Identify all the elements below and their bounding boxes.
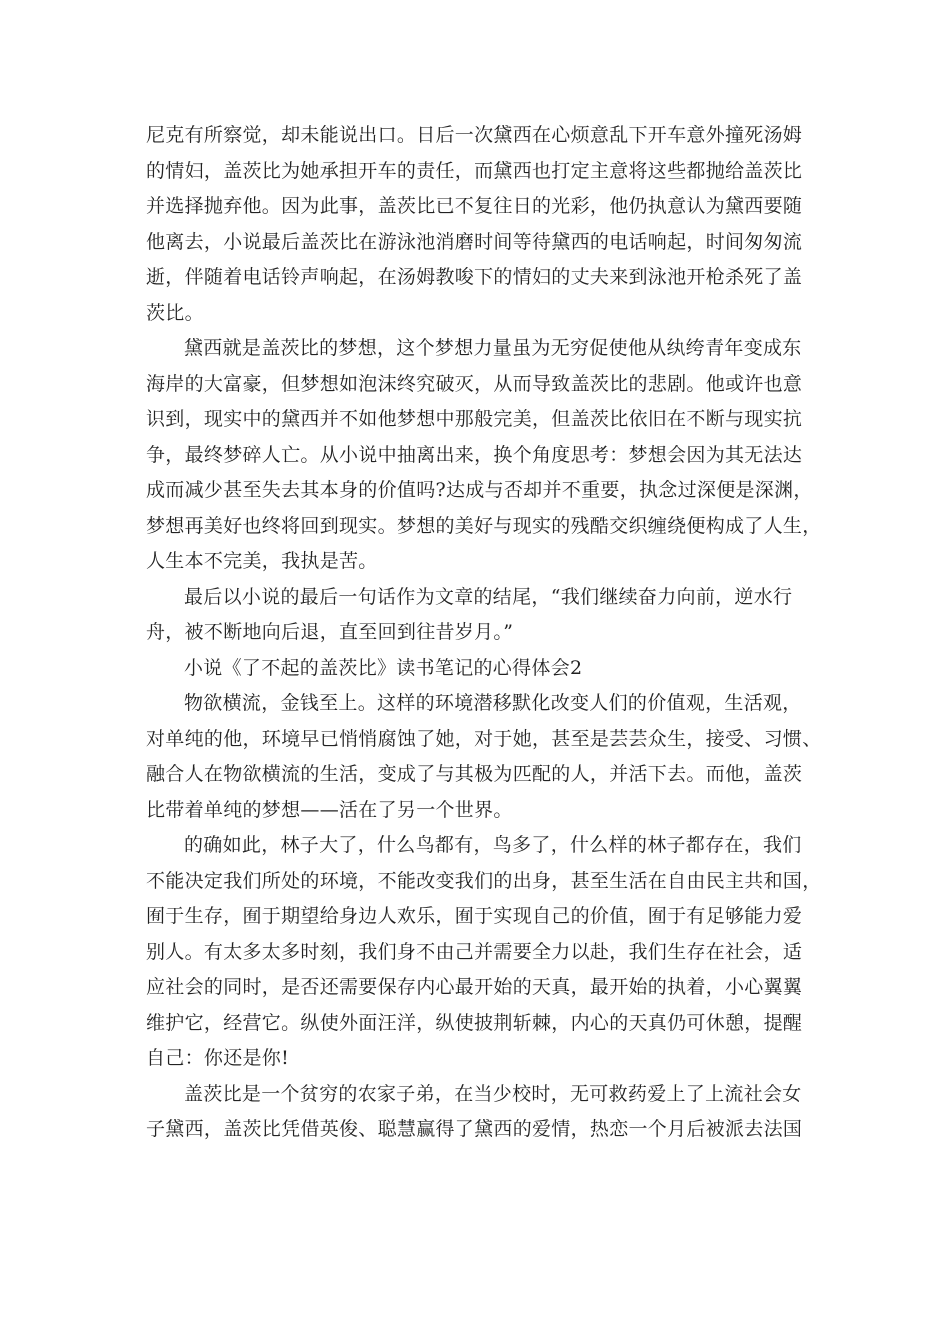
- paragraph-first-line: 盖茨比是一个贫穷的农家子弟，在当少校时，无可救药爱上了上流社会女: [184, 1082, 802, 1105]
- text-line: 尼克有所察觉，却未能说出口。日后一次黛西在心烦意乱下开车意外撞死汤姆: [146, 124, 803, 146]
- text-line: 争，最终梦碎人亡。从小说中抽离出来，换个角度思考：梦想会因为其无法达: [146, 443, 803, 466]
- text-line: 并选择抛弃他。因为此事，盖茨比已不复往日的光彩，他仍执意认为黛西要随: [146, 195, 803, 217]
- text-line: 对单纯的他，环境早已悄悄腐蚀了她，对于她，甚至是芸芸众生，接受、习惯、: [146, 727, 822, 750]
- text-line: 自己：你还是你!: [146, 1047, 290, 1069]
- text-line: 维护它，经营它。纵使外面汪洋，纵使披荆斩棘，内心的天真仍可休憩，提醒: [146, 1011, 803, 1034]
- text-line: 梦想再美好也终将回到现实。梦想的美好与现实的残酷交织缠绕便构成了人生，: [146, 514, 822, 537]
- text-line: 他离去，小说最后盖茨比在游泳池消磨时间等待黛西的电话响起，时间匆匆流: [146, 230, 803, 253]
- text-line: 囿于生存，囿于期望给身边人欢乐，囿于实现自己的价值，囿于有足够能力爱: [146, 905, 803, 927]
- paragraph-first-line: 最后以小说的最后一句话作为文章的结尾，“我们继续奋力向前，逆水行: [184, 585, 793, 608]
- text-line: 子黛西，盖茨比凭借英俊、聪慧赢得了黛西的爱情，热恋一个月后被派去法国: [146, 1118, 803, 1140]
- text-line: 的情妇，盖茨比为她承担开车的责任，而黛西也打定主意将这些都抛给盖茨比: [146, 159, 803, 182]
- text-line: 别人。有太多太多时刻，我们身不由己并需要全力以赴，我们生存在社会，适: [146, 940, 803, 963]
- paragraph-first-line: 黛西就是盖茨比的梦想，这个梦想力量虽为无穷促使他从纨绔青年变成东: [184, 337, 802, 359]
- text-line: 舟，被不断地向后退，直至回到往昔岁月。”: [146, 621, 514, 643]
- text-line: 海岸的大富豪，但梦想如泡沫终究破灭，从而导致盖茨比的悲剧。他或许也意: [146, 372, 803, 395]
- text-line: 成而减少甚至失去其本身的价值吗?达成与否却并不重要，执念过深便是深渊，: [146, 479, 813, 501]
- paragraph-first-line: 的确如此，林子大了，什么鸟都有，鸟多了，什么样的林子都存在，我们: [184, 834, 802, 856]
- text-line: 识到，现实中的黛西并不如他梦想中那般完美，但盖茨比依旧在不断与现实抗: [146, 408, 803, 430]
- text-line: 人生本不完美，我执是苦。: [146, 550, 378, 572]
- article-body: [146, 118, 822, 1148]
- text-line: 茨比。: [146, 301, 204, 324]
- paragraph-first-line: 物欲横流，金钱至上。这样的环境潜移默化改变人们的价值观，生活观，: [184, 692, 802, 714]
- text-line: 逝，伴随着电话铃声响起，在汤姆教唆下的情妇的丈夫来到泳池开枪杀死了盖: [146, 266, 803, 288]
- text-line: 应社会的同时，是否还需要保存内心最开始的天真，最开始的执着，小心翼翼: [146, 976, 803, 998]
- text-line: 不能决定我们所处的环境，不能改变我们的出身，甚至生活在自由民主共和国，: [146, 869, 822, 892]
- text-line: 融合人在物欲横流的生活，变成了与其极为匹配的人，并活下去。而他，盖茨: [146, 763, 803, 785]
- text-line: 比带着单纯的梦想——活在了另一个世界。: [146, 798, 513, 821]
- section-heading: 小说《了不起的盖茨比》读书笔记的心得体会2: [184, 656, 583, 679]
